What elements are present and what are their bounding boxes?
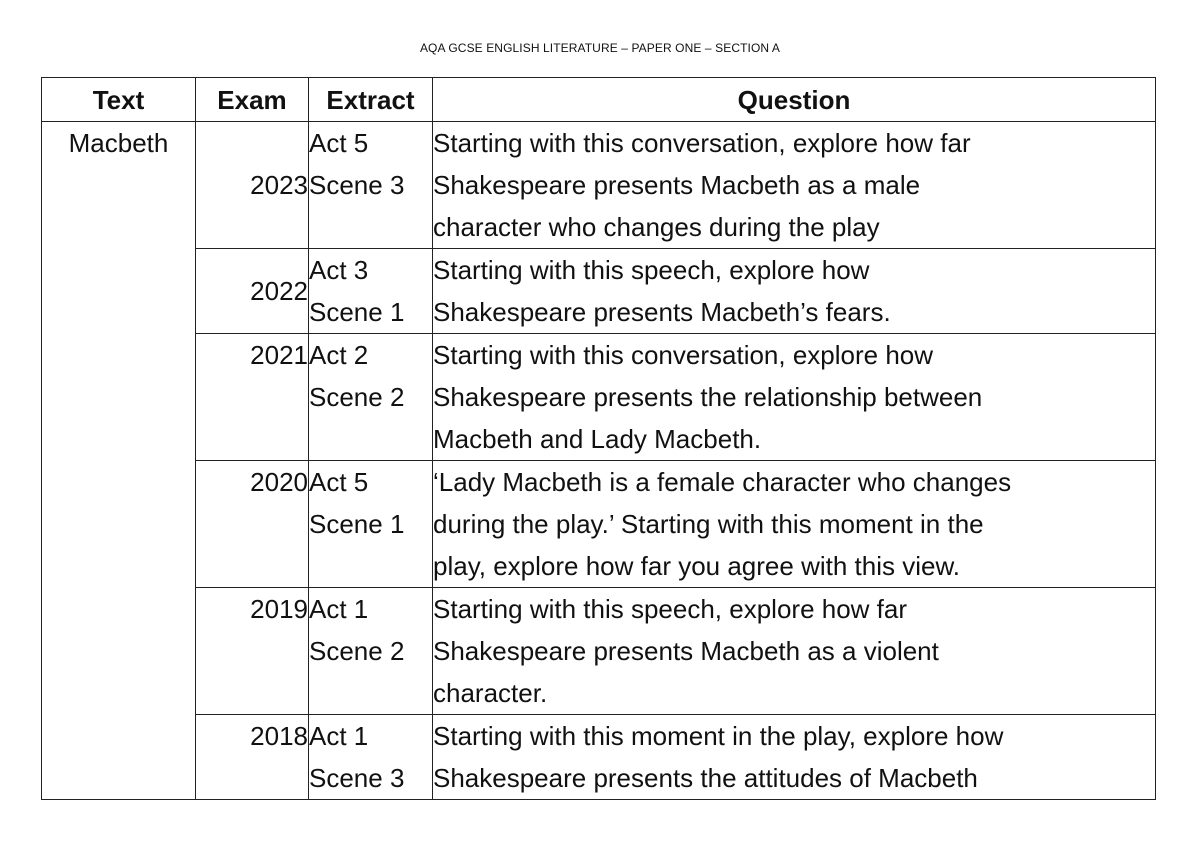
extract-cell xyxy=(309,588,433,715)
exam-questions-table xyxy=(41,77,1156,800)
question-cell xyxy=(433,122,1156,249)
exam-year-cell xyxy=(196,334,309,461)
question-line: Shakespeare presents Macbeth as a violent xyxy=(433,636,939,666)
table-header-row xyxy=(42,78,1156,122)
question-line: Starting with this conversation, explore how xyxy=(433,340,934,370)
exam-year: 2020 xyxy=(250,467,308,497)
extract-cell xyxy=(309,461,433,588)
extract-act: Act 2 xyxy=(309,340,369,370)
table-row xyxy=(42,715,1156,800)
extract-act: Act 1 xyxy=(309,721,369,751)
exam-year-cell xyxy=(196,715,309,800)
question-cell xyxy=(433,461,1156,588)
extract-cell xyxy=(309,715,433,800)
exam-year: 2023 xyxy=(250,170,308,200)
extract-cell xyxy=(309,122,433,249)
exam-year-cell xyxy=(196,249,309,334)
exam-year: 2019 xyxy=(250,594,308,624)
column-header-question: Question xyxy=(433,78,1156,122)
question-cell xyxy=(433,588,1156,715)
question-line: Starting with this speech, explore how far xyxy=(433,594,908,624)
table-row xyxy=(42,461,1156,588)
table-row xyxy=(42,588,1156,715)
question-line: Shakespeare presents Macbeth’s fears. xyxy=(433,297,891,327)
column-header-text: Text xyxy=(42,78,196,122)
question-line: during the play.’ Starting with this moment in the xyxy=(433,509,984,539)
extract-cell xyxy=(309,334,433,461)
exam-year: 2018 xyxy=(250,721,308,751)
question-cell xyxy=(433,249,1156,334)
question-cell xyxy=(433,715,1156,800)
table-row xyxy=(42,249,1156,334)
extract-scene: Scene 1 xyxy=(309,297,405,327)
column-header-exam: Exam xyxy=(196,78,309,122)
document-header: AQA GCSE ENGLISH LITERATURE – PAPER ONE – SECTION A xyxy=(419,41,781,55)
text-cell xyxy=(42,122,196,800)
extract-act: Act 5 xyxy=(309,467,369,497)
table-row xyxy=(42,334,1156,461)
extract-act: Act 1 xyxy=(309,594,369,624)
question-line: Shakespeare presents the relationship between xyxy=(433,382,983,412)
question-line: Starting with this conversation, explore how far xyxy=(433,128,971,158)
question-line: Starting with this speech, explore how xyxy=(433,255,870,285)
exam-year-cell xyxy=(196,122,309,249)
question-line: Starting with this moment in the play, explore how xyxy=(433,721,1004,751)
exam-year-cell xyxy=(196,588,309,715)
extract-act: Act 3 xyxy=(309,255,369,285)
extract-scene: Scene 3 xyxy=(309,170,405,200)
question-line: Macbeth and Lady Macbeth. xyxy=(433,424,762,454)
extract-scene: Scene 2 xyxy=(309,382,405,412)
question-line: play, explore how far you agree with this view. xyxy=(433,551,961,581)
exam-year: 2022 xyxy=(250,276,308,306)
extract-act: Act 5 xyxy=(309,128,369,158)
column-header-extract: Extract xyxy=(309,78,433,122)
question-line: Shakespeare presents Macbeth as a male xyxy=(433,170,921,200)
question-line: ‘Lady Macbeth is a female character who changes xyxy=(433,467,1012,497)
text-title: Macbeth xyxy=(68,128,169,158)
question-line: Shakespeare presents the attitudes of Macbeth xyxy=(433,763,978,793)
question-cell xyxy=(433,334,1156,461)
extract-scene: Scene 3 xyxy=(309,763,405,793)
extract-scene: Scene 1 xyxy=(309,509,405,539)
question-line: character. xyxy=(433,678,548,708)
extract-cell xyxy=(309,249,433,334)
exam-year-cell xyxy=(196,461,309,588)
extract-scene: Scene 2 xyxy=(309,636,405,666)
question-line: character who changes during the play xyxy=(433,212,880,242)
table-row xyxy=(42,122,1156,249)
exam-year: 2021 xyxy=(250,340,308,370)
